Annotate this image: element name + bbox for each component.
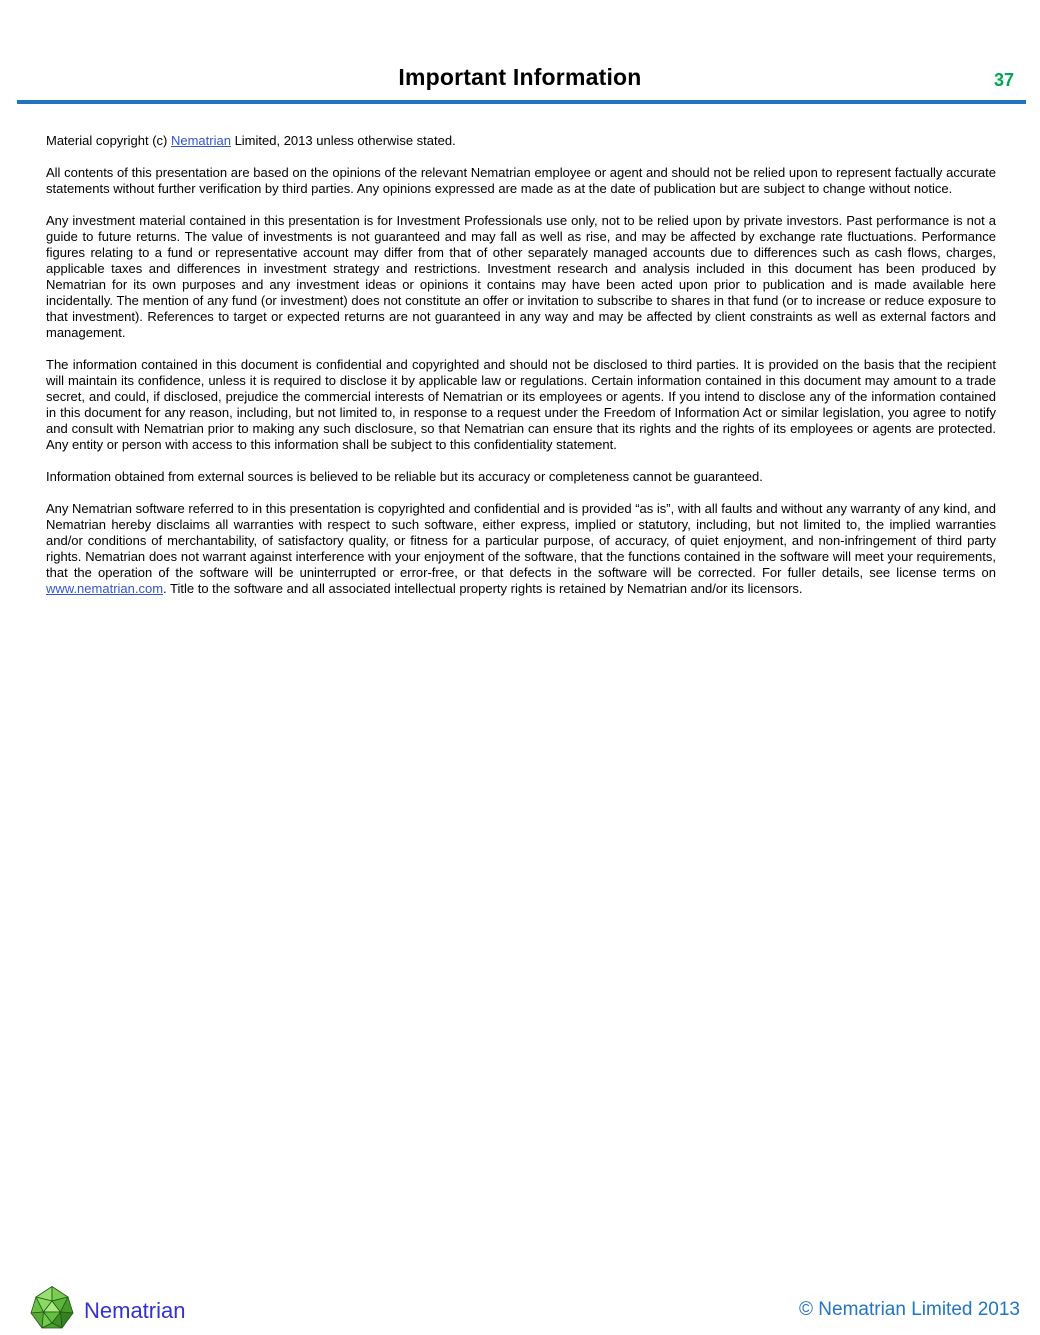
text-segment: . Title to the software and all associated intellectual property rights is retained by Nematrian and/or its licensors. xyxy=(163,581,803,596)
page-number: 37 xyxy=(993,70,1014,90)
text-segment: Material copyright (c) xyxy=(46,133,171,148)
footer-copyright: © Nematrian Limited 2013 xyxy=(799,1299,1020,1320)
text-segment: Any Nematrian software referred to in this presentation is copyrighted and confidential and is provided “as is”, with all faults and without any warranty of any kind, and Nematrian hereby disclaims all warranties with respect to such software, either express, implied or statutory, including, but not limited to, the implied warranties and/or conditions of merchantability, of satisfactory quality, or fitness for a particular purpose, of accuracy, of quiet enjoyment, and non-infringement of third party rights. Nematrian does not warrant against interference with your enjoyment of the software, that the functions contained in the software will meet your requirements, that the operation of the software will be uninterrupted or error-free, or that defects in the software will be corrected. For fuller details, see license terms on xyxy=(46,501,996,580)
paragraph-6 xyxy=(46,501,996,597)
text-segment: The information contained in this document is confidential and copyrighted and should not be disclosed to third parties. It is provided on the basis that the recipient will maintain its confidence, unless it is required to disclose it by applicable law or regulations. Certain information contained in this document may amount to a trade secret, and could, if disclosed, prejudice the commercial interests of Nematrian or its employees or agents. If you intend to disclose any of the information contained in this document for any reason, including, but not limited to, in response to a request under the Freedom of Information Act or similar legislation, you agree to notify and consult with Nematrian prior to making any such disclosure, so that Nematrian can ensure that its rights and the rights of its employees or agents are protected. Any entity or person with access to this information shall be subject to this confidentiality statement. xyxy=(46,357,996,452)
link-www-nematrian-com[interactable]: www.nematrian.com xyxy=(46,581,164,596)
text-segment: Information obtained from external sources is believed to be reliable but its accuracy or completeness cannot be guaranteed. xyxy=(46,469,763,484)
paragraph-3 xyxy=(46,213,996,341)
paragraph-5 xyxy=(46,469,996,485)
text-segment: All contents of this presentation are based on the opinions of the relevant Nematrian employee or agent and should not be relied upon to represent factually accurate statements without further verification by third parties. Any opinions expressed are made as at the date of publication but are subject to change without notice. xyxy=(46,165,996,196)
paragraph-2 xyxy=(46,165,996,197)
paragraph-4 xyxy=(46,357,996,453)
text-segment: Any investment material contained in this presentation is for Investment Professionals use only, not to be relied upon by private investors. Past performance is not a guide to future returns. The value of investments is not guaranteed and may fall as well as rise, and may be affected by exchange rate fluctuations. Performance figures relating to a fund or representative account may differ from that of other separately managed accounts due to differences such as cash flows, charges, applicable taxes and differences in investment strategy and restrictions. Investment research and analysis included in this document has been produced by Nematrian for its own purposes and any investment ideas or opinions it contains may have been acted upon prior to publication and is made available here incidentally. The mention of any fund (or investment) does not constitute an offer or invitation to subscribe to shares in that fund (or to increase or reduce exposure to that investment). References to target or expected returns are not guaranteed in any way and may be affected by client constraints as well as external factors and management. xyxy=(46,213,996,340)
header-rule xyxy=(17,100,1026,104)
nematrian-logo-icon xyxy=(27,1283,77,1335)
body-text xyxy=(46,133,996,613)
link-nematrian[interactable]: Nematrian xyxy=(170,133,231,148)
slide-header xyxy=(0,0,1040,104)
page-title: Important Information xyxy=(398,64,642,90)
text-segment: Limited, 2013 unless otherwise stated. xyxy=(230,133,456,148)
footer-brand: Nematrian xyxy=(84,1298,186,1323)
paragraph-1 xyxy=(46,133,996,149)
slide-footer xyxy=(0,640,1040,1323)
